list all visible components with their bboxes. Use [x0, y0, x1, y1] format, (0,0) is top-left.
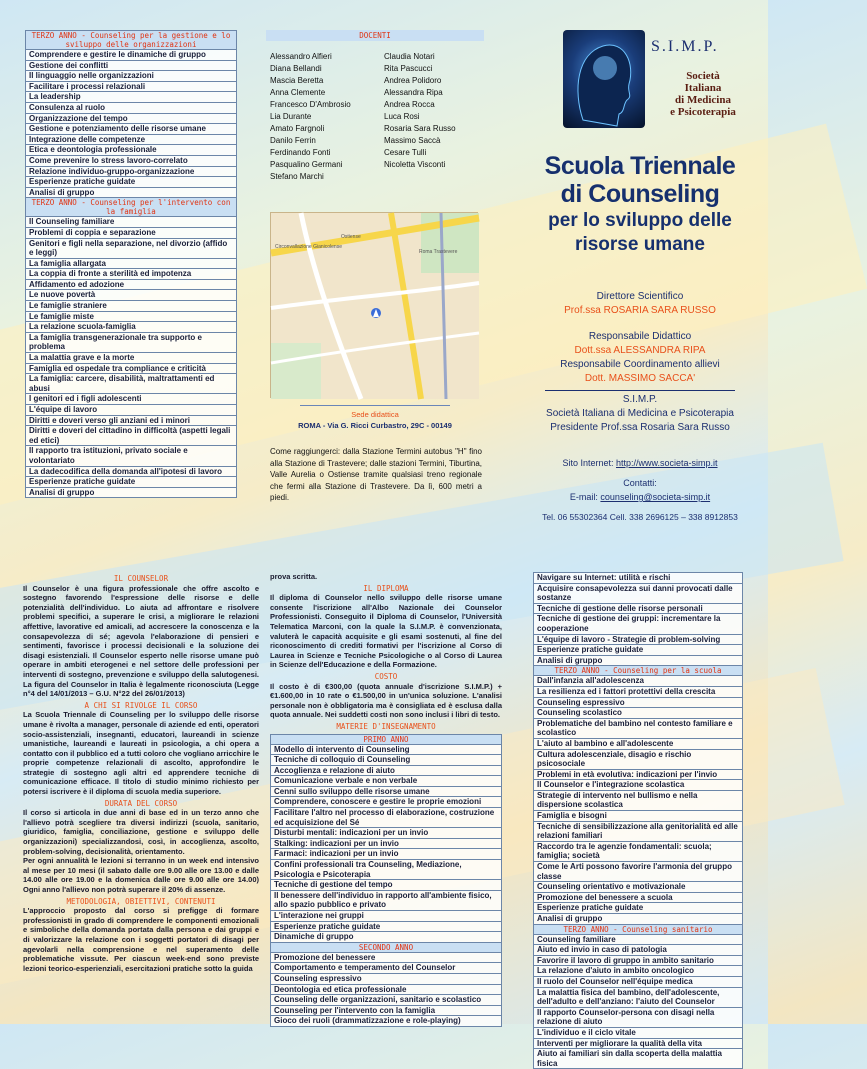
list-item: Luca Rosi: [384, 112, 420, 121]
table-row: Organizzazione del tempo: [26, 113, 237, 124]
table-row: Promozione del benessere: [271, 952, 502, 963]
table-row: Counseling espressivo: [534, 697, 743, 708]
list-item: Alessandra Ripa: [384, 88, 443, 97]
right-table: Navigare su Internet: utilità e rischi Acquisire consapevolezza sui danni provocati dalle sostanze Tecniche di gestione delle risorse personali Tecniche di gestione dei gruppi: incrementare la cooperazione L'équipe di lavoro - Strategie di problem-solving Esperienze pratiche guidate Analisi di gruppo TERZO ANNO - Counseling per la scuola Dall'infanzia all'adolescenza La resilienza ed i fattori protettivi della crescita Counseling espressivo Counseling scolastico Problematiche del bambino nel contesto familiare e scolastico L'aiuto al bambino e all'adolescente Cultura adolescenziale, disagio e rischio psicosociale Problemi in età evolutiva: indicazioni per l'invio Il Counselor e l'integrazione scolastica Strategie di intervento nel bullismo e nella dispersione scolastica Famiglia e bisogni Tecniche di sensibilizzazione alla genitorialità ed alle relazioni familiari Raccordo tra le agenzie fondamentali: scuola; famiglia; società Come le Arti possono favorire l'armonia del gruppo classe Counseling orientativo e motivazionale Promozione del benessere a scuola Esperienze pratiche guidate Analisi di gruppo TERZO ANNO - Counseling sanitario Counseling familiare Aiuto ed invio in caso di patologia Favorire il lavoro di gruppo in ambito sanitario La relazione d'aiuto in ambito oncologico Il ruolo del Counselor nell'équipe medica La malattia fisica del bambino, dell'adolescente, dell'adulto e dell'anziano: l'aiuto del Counselor Il rapporto Counselor-persona con disagi nella relazione di aiuto L'individuo e il ciclo vitale Interventi per migliorare la qualità della vita Aiuto ai familiari sin dalla scoperta della malattia fisica: [533, 572, 743, 1069]
table-row: L'équipe di lavoro - Strategie di problem-solving: [534, 634, 743, 645]
table-row: Le famiglie miste: [26, 311, 237, 322]
docenti-list-2: [384, 51, 456, 183]
list-item: Alessandro Alfieri: [270, 52, 332, 61]
table-row: L'interazione nei gruppi: [271, 911, 502, 922]
table-row: Tecniche di colloquio di Counseling: [271, 755, 502, 766]
table-row: La leadership: [26, 92, 237, 103]
table-row: La relazione scuola-famiglia: [26, 322, 237, 333]
table-row: Famiglia ed ospedale tra compliance e criticità: [26, 363, 237, 374]
counselor-text: IL COUNSELOR Il Counselor è una figura professionale che offre ascolto e sostegno favorendo l'espressione delle risorse e delle potenzialità dell'individuo. Lo aiuta ad affrontare e risolvere problemi specifici, a superare le crisi, a migliorare le relazioni affettive, lavorative ed amicali, ad accrescere la conoscenza e la consapevolezza di sé; agevola l'elaborazione di pensieri e sentimenti, favorisce i processi decisionali e la soluzione dei disagi esistenziali. Il Counselor esperto nelle risorse umane può operare in ambiti eterogenei e nel settore delle professioni per interventi di sostegno, prevenzione e sviluppo della salutogenesi. La figura del Counselor in Italia è legalmente riconosciuta (Legge n°4 del 14/01/2013 – G.U. N°22 del 26/01/2013) A CHI SI RIVOLGE IL CORSO La Scuola Triennale di Counseling per lo sviluppo delle risorse umane è rivolta a manager, personale di aziende ed enti, operatori socio-assistenziali, insegnanti, educatori, laureandi in scienze umanistiche, laureandi e laureati in psicologia, a chi opera a contatto con il pubblico ed a tutti coloro che vogliano arricchire le proprie competenze relazionali di ascolto, approfondire le strategie di sostegno agli altri ed apprendere tecniche di comunicazione efficace. Il titolo di studio minimo richiesto per potersi iscrivere è il diploma di scuola media superiore. DURATA DEL CORSO Il corso si articola in due anni di base ed in un terzo anno che l'allievo potrà scegliere tra diversi indirizzi (scuola, sanitario, giuridico, famiglia, conciliazione, gestione e sviluppo delle organizzazioni) specializzandosi, così, in accoglienza, ascolto, problem-solving, decisionalità, orientamento. Per ogni annualità le lezioni si terranno in un week end intensivo al mese per 10 mesi (il sabato dalle ore 9.00 alle ore 13.00 e dalle 14.00 alle ore 19.00 e la domenica dalle ore 9.00 alle ore 14.00) Ogni anno l'allievo non potrà superare il 20% di assenze. METODOLOGIA, OBIETTIVI, CONTENUTI L'approccio proposto dal corso si prefigge di formare professionisti in grado di comprendere le componenti emozionali e simboliche della domanda portata dalla persona e dai gruppi e di valorizzare la relazione con i soggetti portatori di disagi per agevolarli nella comprensione e nel superamento delle problematiche vissute. Per ciascun week-end sono previste lezioni teorico-esperienziali, esercitazioni pratiche sotto la guida: [23, 574, 259, 973]
head-logo-icon: [563, 30, 645, 128]
table-row: Integrazione delle competenze: [26, 134, 237, 145]
table-row: Le famiglie straniere: [26, 301, 237, 312]
table-row: Cultura adolescenziale, disagio e rischio psicosociale: [534, 749, 743, 769]
terzo-gestione-table: [25, 30, 237, 498]
list-item: Claudia Notari: [384, 52, 435, 61]
table-row: Esperienze pratiche guidate: [26, 477, 237, 488]
table-header: TERZO ANNO - Counseling per la gestione e lo sviluppo delle organizzazioni: [26, 31, 237, 50]
table-row: L'équipe di lavoro: [26, 405, 237, 416]
table-row: Genitori e figli nella separazione, nel divorzio (affido e leggi): [26, 238, 237, 258]
list-item: Cesare Tulli: [384, 148, 427, 157]
table-row: Counseling delle organizzazioni, sanitario e scolastico: [271, 995, 502, 1006]
map-label: Ostiense: [341, 234, 361, 240]
table-row: Esperienze pratiche guidate: [271, 921, 502, 932]
docenti-list-1: [266, 51, 384, 183]
sede-didattica: [266, 405, 484, 430]
list-item: Amato Fargnoli: [270, 124, 325, 133]
table-row: Il Counseling familiare: [26, 217, 237, 228]
table-row: Tecniche di sensibilizzazione alla genitorialità ed alle relazioni familiari: [534, 821, 743, 841]
table-row: Facilitare l'altro nel processo di elaborazione, costruzione ed acquisizione del Sé: [271, 808, 502, 828]
table-row: Dall'infanzia all'adolescenza: [534, 676, 743, 687]
table-row: Diritti e doveri del cittadino in difficoltà (aspetti legali ed etici): [26, 426, 237, 446]
page-title: Scuola Triennale di Counseling per lo sviluppo delle risorse umane: [544, 152, 736, 255]
table-row: Farmaci: indicazioni per un invio: [271, 849, 502, 860]
terzo-anno-panel: [25, 30, 237, 498]
list-item: Mascia Beretta: [270, 76, 324, 85]
table-row: Counseling scolastico: [534, 708, 743, 719]
simp-logo: [563, 30, 743, 130]
table-row: Navigare su Internet: utilità e rischi: [534, 573, 743, 584]
table-row: Problematiche del bambino nel contesto familiare e scolastico: [534, 718, 743, 738]
table-row: Interventi per migliorare la qualità della vita: [534, 1038, 743, 1049]
docenti-header: DOCENTI: [266, 30, 484, 41]
table-row: Strategie di intervento nel bullismo e nella dispersione scolastica: [534, 790, 743, 810]
come-raggiungerci: Come raggiungerci: dalla Stazione Termini autobus "H" fino alla Stazione di Trastevere; dalle stazioni Termini, Tiburtina, Valle Aurelia o Ostiense tramite qualsiasi treno regionale che fermi alla Stazione di Trastevere. Da lì, 600 metri a piedi.: [270, 447, 482, 502]
table-row: Famiglia e bisogni: [534, 811, 743, 822]
table-row: Comprendere, conoscere e gestire le proprie emozioni: [271, 797, 502, 808]
table-row: Il benessere dell'individuo in rapporto all'ambiente fisico, allo spazio pubblico e privato: [271, 890, 502, 910]
table-row: Il ruolo del Counselor nell'équipe medica: [534, 976, 743, 987]
table-row: La famiglia transgenerazionale tra supporto e problema: [26, 332, 237, 352]
table-row: Comportamento e temperamento del Counselor: [271, 963, 502, 974]
table-row: La relazione d'aiuto in ambito oncologico: [534, 966, 743, 977]
table-row: Tecniche di gestione dei gruppi: incrementare la cooperazione: [534, 614, 743, 634]
table-row: Raccordo tra le agenzie fondamentali: scuola; famiglia; società: [534, 841, 743, 861]
materie-table: PRIMO ANNO Modello di intervento di Counseling Tecniche di colloquio di Counseling Accoglienza e relazione di aiuto Comunicazione verbale e non verbale Cenni sullo sviluppo delle risorse umane Comprendere, conoscere e gestire le proprie emozioni Facilitare l'altro nel processo di elaborazione, costruzione ed acquisizione del Sé Disturbi mentali: indicazioni per un invio Stalking: indicazioni per un invio Farmaci: indicazioni per un invio Confini professionali tra Counseling, Mediazione, Psicologia e Psicoterapia Tecniche di gestione del tempo Il benessere dell'individuo in rapporto all'ambiente fisico, allo spazio pubblico e privato L'interazione nei gruppi Esperienze pratiche guidate Dinamiche di gruppo SECONDO ANNO Promozione del benessere Comportamento e temperamento del Counselor Counseling espressivo Deontologia ed etica professionale Counseling delle organizzazioni, sanitario e scolastico Counseling per l'intervento con la famiglia Gioco dei ruoli (drammatizzazione e role-playing): [270, 734, 502, 1027]
table-row: Analisi di gruppo: [534, 914, 743, 925]
email-link[interactable]: counseling@societa-simp.it: [600, 492, 711, 502]
list-item: Diana Bellandi: [270, 64, 322, 73]
list-item: Andrea Polidoro: [384, 76, 442, 85]
table-row: Cenni sullo sviluppo delle risorse umane: [271, 786, 502, 797]
table-row: Comprendere e gestire le dinamiche di gruppo: [26, 50, 237, 61]
table-row: Problemi in età evolutiva: indicazioni per l'invio: [534, 769, 743, 780]
table-row: Relazione individuo-gruppo-organizzazione: [26, 166, 237, 177]
table-row: Esperienze pratiche guidate: [26, 177, 237, 188]
table-row: Esperienze pratiche guidate: [534, 903, 743, 914]
staff-block: Direttore Scientifico Prof.ssa ROSARIA SARA RUSSO Responsabile Didattico Dott.ssa ALESSANDRA RIPA Responsabile Coordinamento allievi Dott. MASSIMO SACCA' S.I.M.P. Società Italiana di Medicina e Psicoterapia Presidente Prof.ssa Rosaria Sara Russo: [546, 291, 734, 433]
table-row: La malattia grave e la morte: [26, 353, 237, 364]
sede-address: ROMA - Via G. Ricci Curbastro, 29C - 00149: [298, 421, 452, 430]
diploma-text: prova scritta. IL DIPLOMA Il diploma di Counselor nello sviluppo delle risorse umane consente l'iscrizione all'Albo Nazionale dei Counselor Professionisti. Conseguito il Diploma di Counselor, l'Università Telematica Marconi, con la quale la S.I.M.P. è convenzionata, valuterà le capacità acquisite e gli esami sostenuti, al fine del riconoscimento di crediti formativi per l'iscrizione al Corso di Laurea in Scienze e Tecniche Psicologiche o al Corso di Laurea in Scienze dell'Educazione e della Formazione. COSTO Il costo è di €300,00 (quota annuale d'iscrizione S.I.M.P.) + €1.600,00 in 10 rate o €1.500,00 in un'unica soluzione. L'analisi personale non è obbligatoria ma è consigliata ed è esclusa dalla quota annuale. Nei suddetti costi non sono inclusi i libri di testo. MATERIE D'INSEGNAMENTO PRIMO ANNO Modello di intervento di Counseling Tecniche di colloquio di Counseling Accoglienza e relazione di aiuto Comunicazione verbale e non verbale Cenni sullo sviluppo delle risorse umane Comprendere, conoscere e gestire le proprie emozioni Facilitare l'altro nel processo di elaborazione, costruzione ed acquisizione del Sé Disturbi mentali: indicazioni per un invio Stalking: indicazioni per un invio Farmaci: indicazioni per un invio Confini professionali tra Counseling, Mediazione, Psicologia e Psicoterapia Tecniche di gestione del tempo Il benessere dell'individuo in rapporto all'ambiente fisico, allo spazio pubblico e privato L'interazione nei gruppi Esperienze pratiche guidate Dinamiche di gruppo SECONDO ANNO Promozione del benessere Comportamento e temperamento del Counselor Counseling espressivo Deontologia ed etica professionale Counseling delle organizzazioni, sanitario e scolastico Counseling per l'intervento con la famiglia Gioco dei ruoli (drammatizzazione e role-playing): [270, 572, 502, 1026]
table-row: Acquisire consapevolezza sui danni provocati dalle sostanze: [534, 583, 743, 603]
table-row: Il linguaggio nelle organizzazioni: [26, 71, 237, 82]
list-item: Anna Clemente: [270, 88, 326, 97]
table-row: Analisi di gruppo: [26, 487, 237, 498]
table-row: Favorire il lavoro di gruppo in ambito sanitario: [534, 955, 743, 966]
sede-title: Sede didattica: [351, 410, 399, 419]
list-item: Pasqualino Germani: [270, 160, 343, 169]
table-row: Modello di intervento di Counseling: [271, 744, 502, 755]
table-row: Accoglienza e relazione di aiuto: [271, 765, 502, 776]
table-row: Gestione e potenziamento delle risorse umane: [26, 124, 237, 135]
table-row: La famiglia allargata: [26, 258, 237, 269]
table-row: Come prevenire lo stress lavoro-correlato: [26, 155, 237, 166]
docenti-panel: [266, 30, 484, 183]
table-row: L'aiuto al bambino e all'adolescente: [534, 738, 743, 749]
table-row: La famiglia: carcere, disabilità, maltrattamenti ed abusi: [26, 374, 237, 394]
table-row: Tecniche di gestione delle risorse personali: [534, 603, 743, 614]
list-item: Lia Durante: [270, 112, 312, 121]
list-item: Rosaria Sara Russo: [384, 124, 456, 133]
phone-numbers: Tel. 06 55302364 Cell. 338 2696125 – 338 8912853: [542, 512, 738, 522]
table-row: Esperienze pratiche guidate: [534, 645, 743, 656]
list-item: Ferdinando Fonti: [270, 148, 331, 157]
table-row: L'individuo e il ciclo vitale: [534, 1027, 743, 1038]
contacts-block: Sito Internet: http://www.societa-simp.it Contatti: E-mail: counseling@societa-simp.it Tel. 06 55302364 Cell. 338 2696125 – 338 8912853: [510, 456, 770, 524]
table-row: Diritti e doveri verso gli anziani ed i minori: [26, 415, 237, 426]
table-row: Counseling per l'intervento con la famiglia: [271, 1005, 502, 1016]
table-row: Aiuto ai familiari sin dalla scoperta della malattia fisica: [534, 1049, 743, 1069]
table-row: Stalking: indicazioni per un invio: [271, 838, 502, 849]
table-row: Promozione del benessere a scuola: [534, 892, 743, 903]
table-row: Analisi di gruppo: [26, 187, 237, 198]
map: [270, 212, 478, 398]
table-row: Gioco dei ruoli (drammatizzazione e role-playing): [271, 1016, 502, 1027]
table-row: Comunicazione verbale e non verbale: [271, 776, 502, 787]
table-row: Problemi di coppia e separazione: [26, 227, 237, 238]
table-row: Dinamiche di gruppo: [271, 932, 502, 943]
table-row: La dadecodifica della domanda all'ipotesi di lavoro: [26, 466, 237, 477]
table-row: Deontologia ed etica professionale: [271, 984, 502, 995]
table-row: Affidamento ed adozione: [26, 279, 237, 290]
table-row: Analisi di gruppo: [534, 655, 743, 666]
map-label: Circonvallazione Gianicolense: [275, 244, 342, 250]
table-row: I genitori ed i figli adolescenti: [26, 394, 237, 405]
table-row: Il Counselor e l'integrazione scolastica: [534, 780, 743, 791]
logo-subtitle: Società Italiana di Medicina e Psicoterapia: [670, 70, 736, 118]
list-item: Stefano Marchi: [270, 172, 324, 181]
list-item: Massimo Saccà: [384, 136, 441, 145]
table-header: TERZO ANNO - Counseling per l'intervento con la famiglia: [26, 198, 237, 217]
table-row: Il rapporto Counselor-persona con disagi nella relazione di aiuto: [534, 1007, 743, 1027]
list-item: Nicoletta Visconti: [384, 160, 446, 169]
list-item: Francesco D'Ambrosio: [270, 100, 351, 109]
table-row: La coppia di fronte a sterilità ed impotenza: [26, 269, 237, 280]
table-row: Etica e deontologia professionale: [26, 145, 237, 156]
logo-name: S.I.M.P.: [651, 38, 719, 55]
list-item: Andrea Rocca: [384, 100, 435, 109]
table-row: Tecniche di gestione del tempo: [271, 880, 502, 891]
table-row: Disturbi mentali: indicazioni per un invio: [271, 828, 502, 839]
list-item: Rita Pascucci: [384, 64, 433, 73]
table-row: La malattia fisica del bambino, dell'adolescente, dell'adulto e dell'anziano: l'aiuto del Counselor: [534, 987, 743, 1007]
table-row: Counseling orientativo e motivazionale: [534, 882, 743, 893]
list-item: Danilo Ferrin: [270, 136, 316, 145]
table-row: Counseling espressivo: [271, 973, 502, 984]
table-row: Aiuto ed invio in caso di patologia: [534, 945, 743, 956]
table-row: La resilienza ed i fattori protettivi della crescita: [534, 686, 743, 697]
right-tables: [533, 572, 743, 1069]
table-row: Il rapporto tra istituzioni, privato sociale e volontariato: [26, 446, 237, 466]
table-row: Confini professionali tra Counseling, Mediazione, Psicologia e Psicoterapia: [271, 860, 502, 880]
table-row: Come le Arti possono favorire l'armonia del gruppo classe: [534, 862, 743, 882]
website-link[interactable]: http://www.societa-simp.it: [616, 458, 718, 468]
table-row: Facilitare i processi relazionali: [26, 81, 237, 92]
table-row: Gestione dei conflitti: [26, 60, 237, 71]
map-label: Roma Trastevere: [419, 249, 458, 255]
table-row: Consulenza al ruolo: [26, 102, 237, 113]
table-row: Counseling familiare: [534, 934, 743, 945]
table-row: Le nuove povertà: [26, 290, 237, 301]
